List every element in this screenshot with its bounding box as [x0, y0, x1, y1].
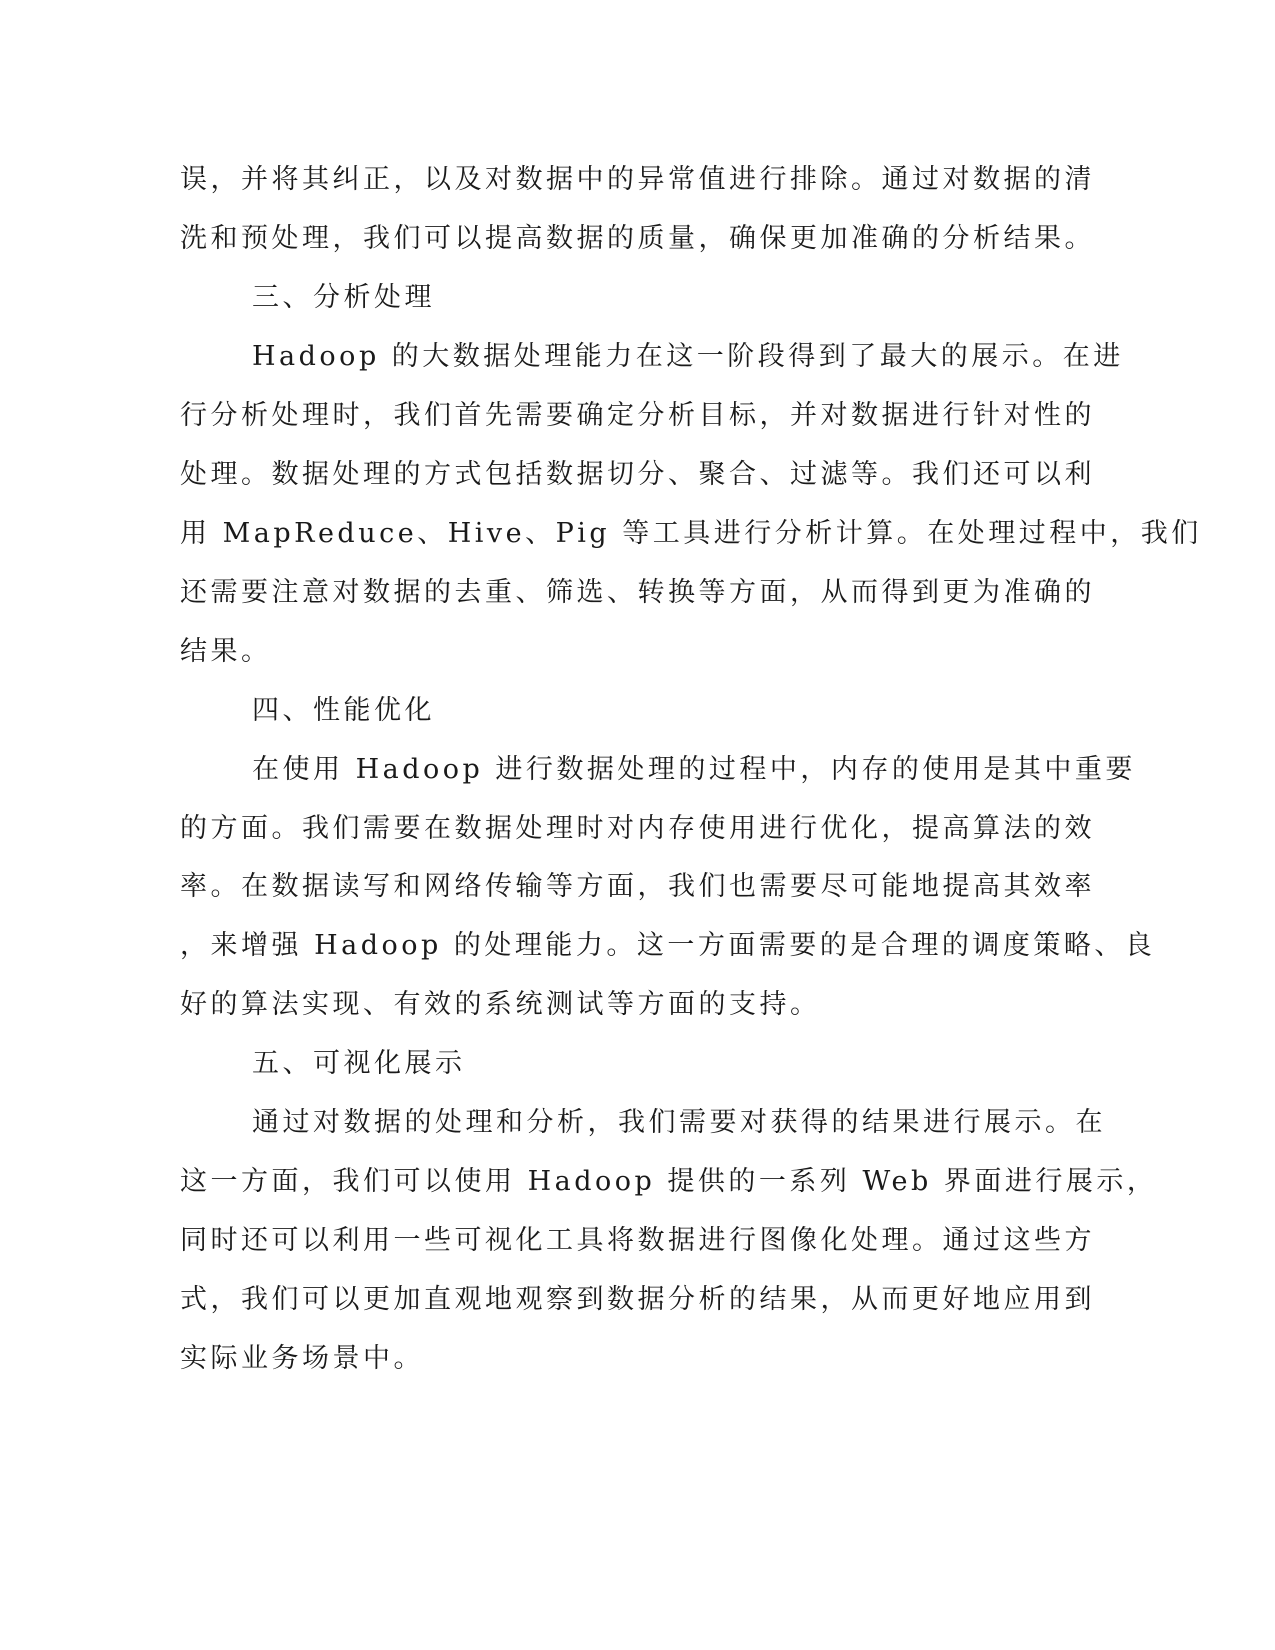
section-heading-optimization: 四、性能优化 [252, 695, 435, 726]
paragraph-line: 通过对数据的处理和分析，我们需要对获得的结果进行展示。在 [252, 1107, 1106, 1138]
paragraph-line: 处理。数据处理的方式包括数据切分、聚合、过滤等。我们还可以利 [180, 459, 1095, 490]
paragraph-line: 还需要注意对数据的去重、筛选、转换等方面，从而得到更为准确的 [180, 577, 1095, 608]
paragraph-line: 同时还可以利用一些可视化工具将数据进行图像化处理。通过这些方 [180, 1225, 1095, 1256]
paragraph-line: 好的算法实现、有效的系统测试等方面的支持。 [180, 989, 821, 1020]
paragraph-line: 用 MapReduce、Hive、Pig 等工具进行分析计算。在处理过程中，我们 [180, 518, 1202, 549]
paragraph-line: ，来增强 Hadoop 的处理能力。这一方面需要的是合理的调度策略、良 [180, 930, 1156, 961]
paragraph-line: 误，并将其纠正，以及对数据中的异常值进行排除。通过对数据的清 [180, 164, 1095, 195]
paragraph-line: 的方面。我们需要在数据处理时对内存使用进行优化，提高算法的效 [180, 813, 1095, 844]
section-heading-visualization: 五、可视化展示 [252, 1048, 466, 1079]
paragraph-line: 结果。 [180, 636, 272, 667]
paragraph-line: 洗和预处理，我们可以提高数据的质量，确保更加准确的分析结果。 [180, 223, 1095, 254]
paragraph-line: Hadoop 的大数据处理能力在这一阶段得到了最大的展示。在进 [252, 341, 1124, 372]
paragraph-line: 这一方面，我们可以使用 Hadoop 提供的一系列 Web 界面进行展示， [180, 1166, 1158, 1197]
paragraph-line: 实际业务场景中。 [180, 1343, 424, 1374]
paragraph-line: 行分析处理时，我们首先需要确定分析目标，并对数据进行针对性的 [180, 400, 1095, 431]
section-heading-analysis: 三、分析处理 [252, 282, 435, 313]
paragraph-line: 率。在数据读写和网络传输等方面，我们也需要尽可能地提高其效率 [180, 871, 1095, 902]
paragraph-line: 在使用 Hadoop 进行数据处理的过程中，内存的使用是其中重要 [252, 754, 1136, 785]
paragraph-line: 式，我们可以更加直观地观察到数据分析的结果，从而更好地应用到 [180, 1284, 1095, 1315]
